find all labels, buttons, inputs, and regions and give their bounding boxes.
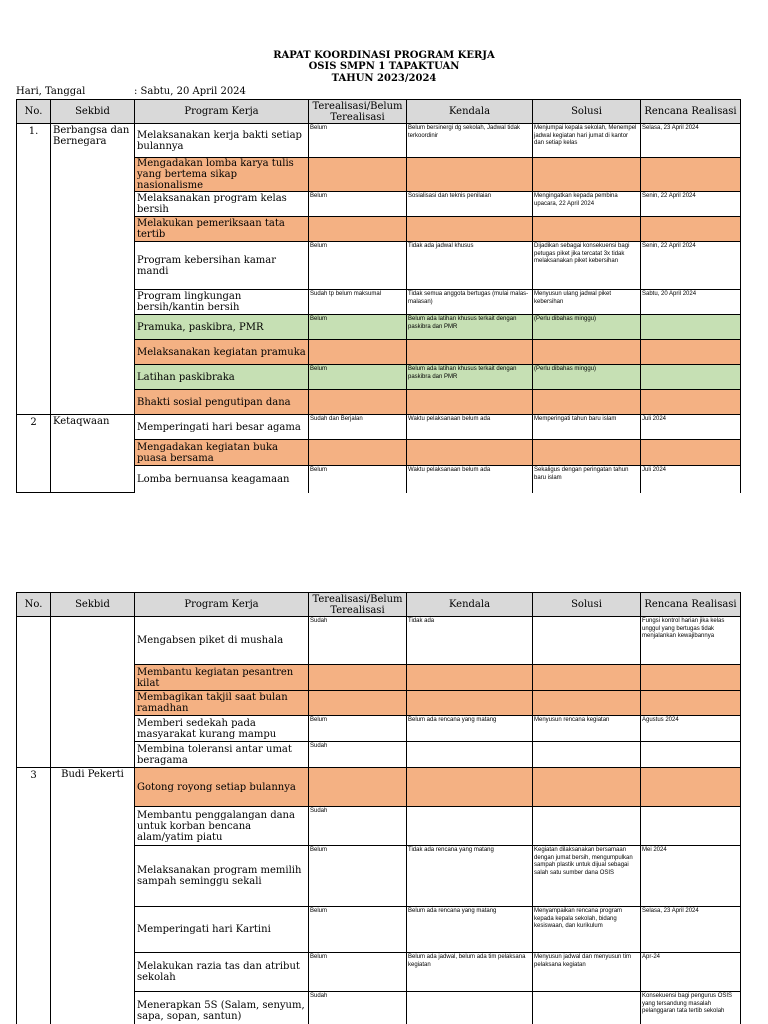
rencana-cell: Selasa, 23 April 2024 bbox=[641, 124, 741, 158]
kendala-cell: Belum bersinergi dg sekolah, Jadwal tidak terkoordinir bbox=[407, 124, 533, 158]
program-cell: Program lingkungan bersih/kantin bersih bbox=[135, 290, 309, 315]
solusi-cell bbox=[533, 807, 641, 846]
solusi-cell bbox=[533, 217, 641, 242]
rencana-cell: Juli 2024 bbox=[641, 466, 741, 493]
col-header-kendala: Kendala bbox=[407, 100, 533, 124]
rencana-cell bbox=[641, 742, 741, 768]
status-cell: Sudah bbox=[309, 992, 407, 1024]
rencana-cell: Agustus 2024 bbox=[641, 716, 741, 742]
sekbid-name bbox=[51, 617, 135, 768]
table-row bbox=[17, 124, 741, 158]
program-cell: Menerapkan 5S (Salam, senyum, sapa, sopan, santun) bbox=[135, 992, 309, 1024]
document-subtitle: OSIS SMPN 1 TAPAKTUAN bbox=[308, 61, 460, 72]
rencana-cell bbox=[641, 217, 741, 242]
solusi-cell bbox=[533, 992, 641, 1024]
program-cell: Bhakti sosial pengutipan dana bbox=[135, 390, 309, 415]
col-header-kendala: Kendala bbox=[407, 593, 533, 617]
solusi-cell bbox=[533, 340, 641, 365]
solusi-cell: Sekaligus dengan peringatan tahun baru islam bbox=[533, 466, 641, 493]
rencana-cell: Mei 2024 bbox=[641, 846, 741, 907]
kendala-cell bbox=[407, 992, 533, 1024]
col-header-program: Program Kerja bbox=[135, 593, 309, 617]
program-cell: Memperingati hari Kartini bbox=[135, 907, 309, 953]
status-cell bbox=[309, 691, 407, 716]
status-cell: Belum bbox=[309, 846, 407, 907]
status-cell: Belum bbox=[309, 953, 407, 992]
rencana-cell: Fungsi kontrol harian jika kelas unggul yang bertugas tidak menjalankan kewajibannya bbox=[641, 617, 741, 665]
status-cell bbox=[309, 768, 407, 807]
rencana-cell: Juli 2024 bbox=[641, 415, 741, 440]
status-cell: Sudah bbox=[309, 807, 407, 846]
program-cell: Melaksanakan kegiatan pramuka bbox=[135, 340, 309, 365]
date-value: : Sabtu, 20 April 2024 bbox=[134, 86, 246, 97]
sekbid-name: Berbangsa dan Bernegara bbox=[51, 124, 135, 415]
col-header-program: Program Kerja bbox=[135, 100, 309, 124]
solusi-cell bbox=[533, 691, 641, 716]
solusi-cell bbox=[533, 158, 641, 192]
status-cell: Belum bbox=[309, 365, 407, 390]
program-table-page2 bbox=[16, 592, 741, 1024]
status-cell: Belum bbox=[309, 907, 407, 953]
col-header-no: No. bbox=[17, 100, 51, 124]
program-cell: Memperingati hari besar agama bbox=[135, 415, 309, 440]
status-cell: Belum bbox=[309, 242, 407, 290]
kendala-cell: Belum ada jadwal, belum ada tim pelaksana kegiatan bbox=[407, 953, 533, 992]
status-cell bbox=[309, 440, 407, 466]
program-cell: Melaksanakan kerja bakti setiap bulannya bbox=[135, 124, 309, 158]
status-cell: Sudah dan Berjalan bbox=[309, 415, 407, 440]
program-table-page1 bbox=[16, 99, 741, 493]
kendala-cell bbox=[407, 691, 533, 716]
table-row bbox=[17, 415, 741, 440]
status-cell bbox=[309, 340, 407, 365]
program-cell: Melakukan razia tas dan atribut sekolah bbox=[135, 953, 309, 992]
row-number: 3 bbox=[17, 768, 51, 1024]
kendala-cell bbox=[407, 768, 533, 807]
rencana-cell bbox=[641, 158, 741, 192]
date-label: Hari, Tanggal bbox=[16, 86, 86, 97]
rencana-cell bbox=[641, 691, 741, 716]
solusi-cell: Menyusun jadwal dan menyusun tim pelaksana kegiatan bbox=[533, 953, 641, 992]
program-cell: Membantu kegiatan pesantren kilat bbox=[135, 665, 309, 691]
status-cell: Sudah tp belum maksumal bbox=[309, 290, 407, 315]
rencana-cell bbox=[641, 807, 741, 846]
kendala-cell: Sosialisasi dan teknis penilaian bbox=[407, 192, 533, 217]
kendala-cell bbox=[407, 742, 533, 768]
program-cell: Gotong royong setiap bulannya bbox=[135, 768, 309, 807]
solusi-cell: (Perlu dibahas minggu) bbox=[533, 365, 641, 390]
status-cell bbox=[309, 665, 407, 691]
col-header-rencana: Rencana Realisasi bbox=[641, 593, 741, 617]
rencana-cell: Konsekuensi bagi pengurus OSIS yang tersandung masalah pelanggaran tata tertib sekolah bbox=[641, 992, 741, 1024]
solusi-cell bbox=[533, 440, 641, 466]
table-header-row bbox=[17, 100, 741, 124]
rencana-cell bbox=[641, 390, 741, 415]
solusi-cell bbox=[533, 617, 641, 665]
solusi-cell bbox=[533, 390, 641, 415]
kendala-cell: Waktu pelaksanaan belum ada bbox=[407, 466, 533, 493]
date-line bbox=[16, 86, 246, 97]
program-cell: Melaksanakan program memilih sampah seminggu sekali bbox=[135, 846, 309, 907]
kendala-cell: Belum ada latihan khusus terkait dengan paskibra dan PMR bbox=[407, 315, 533, 340]
program-cell: Membina toleransi antar umat beragama bbox=[135, 742, 309, 768]
program-cell: Melaksanakan program kelas bersih bbox=[135, 192, 309, 217]
document-title: RAPAT KOORDINASI PROGRAM KERJA bbox=[273, 50, 495, 61]
kendala-cell: Belum ada rencana yang matang bbox=[407, 907, 533, 953]
program-cell: Pramuka, paskibra, PMR bbox=[135, 315, 309, 340]
rencana-cell: Senin, 22 April 2024 bbox=[641, 242, 741, 290]
col-header-sekbid: Sekbid bbox=[51, 593, 135, 617]
document-year: TAHUN 2023/2024 bbox=[331, 73, 437, 84]
row-number: 1. bbox=[17, 124, 51, 415]
status-cell: Belum bbox=[309, 315, 407, 340]
solusi-cell: Menjumpai kepala sekolah, Menempel jadwal kegiatan hari jumat di kantor dan setiap kelas bbox=[533, 124, 641, 158]
program-cell: Mengadakan lomba karya tulis yang bertema sikap nasionalisme bbox=[135, 158, 309, 192]
program-cell: Mengadakan kegiatan buka puasa bersama bbox=[135, 440, 309, 466]
solusi-cell: Menyusun ulang jadwal piket kebersihan bbox=[533, 290, 641, 315]
kendala-cell bbox=[407, 340, 533, 365]
program-cell: Latihan paskibraka bbox=[135, 365, 309, 390]
status-cell: Sudah bbox=[309, 742, 407, 768]
kendala-cell bbox=[407, 440, 533, 466]
rencana-cell bbox=[641, 315, 741, 340]
rencana-cell bbox=[641, 340, 741, 365]
kendala-cell bbox=[407, 158, 533, 192]
col-header-no: No. bbox=[17, 593, 51, 617]
program-cell: Memberi sedekah pada masyarakat kurang mampu bbox=[135, 716, 309, 742]
status-cell bbox=[309, 158, 407, 192]
solusi-cell bbox=[533, 742, 641, 768]
col-header-status: Terealisasi/Belum Terealisasi bbox=[309, 593, 407, 617]
col-header-solusi: Solusi bbox=[533, 593, 641, 617]
col-header-solusi: Solusi bbox=[533, 100, 641, 124]
status-cell bbox=[309, 390, 407, 415]
kendala-cell: Belum ada latihan khusus terkait dengan paskibra dan PMR bbox=[407, 365, 533, 390]
program-cell: Program kebersihan kamar mandi bbox=[135, 242, 309, 290]
table-row bbox=[17, 768, 741, 807]
col-header-rencana: Rencana Realisasi bbox=[641, 100, 741, 124]
solusi-cell bbox=[533, 768, 641, 807]
col-header-status: Terealisasi/Belum Terealisasi bbox=[309, 100, 407, 124]
program-cell: Membantu penggalangan dana untuk korban bencana alam/yatim piatu bbox=[135, 807, 309, 846]
kendala-cell bbox=[407, 665, 533, 691]
kendala-cell: Tidak ada rencana yang matang bbox=[407, 846, 533, 907]
solusi-cell: Menyampaikan rencana program kepada kepala sekolah, bidang kesiswaan, dan kurikulum bbox=[533, 907, 641, 953]
status-cell bbox=[309, 217, 407, 242]
status-cell: Sudah bbox=[309, 617, 407, 665]
sekbid-name: Budi Pekerti bbox=[51, 768, 135, 1024]
program-cell: Membagikan takjil saat bulan ramadhan bbox=[135, 691, 309, 716]
solusi-cell: Memperingati tahun baru islam bbox=[533, 415, 641, 440]
status-cell: Belum bbox=[309, 192, 407, 217]
rencana-cell: Senin, 22 April 2024 bbox=[641, 192, 741, 217]
status-cell: Belum bbox=[309, 716, 407, 742]
table-header-row bbox=[17, 593, 741, 617]
kendala-cell bbox=[407, 217, 533, 242]
status-cell: Belum bbox=[309, 466, 407, 493]
rencana-cell: Selasa, 23 April 2024 bbox=[641, 907, 741, 953]
row-number bbox=[17, 617, 51, 768]
rencana-cell: Apr-24 bbox=[641, 953, 741, 992]
kendala-cell: Waktu pelaksanaan belum ada bbox=[407, 415, 533, 440]
kendala-cell bbox=[407, 390, 533, 415]
row-number: 2 bbox=[17, 415, 51, 493]
program-cell: Lomba bernuansa keagamaan bbox=[135, 466, 309, 493]
kendala-cell: Tidak ada jadwal khusus bbox=[407, 242, 533, 290]
col-header-sekbid: Sekbid bbox=[51, 100, 135, 124]
rencana-cell bbox=[641, 365, 741, 390]
kendala-cell bbox=[407, 807, 533, 846]
solusi-cell: Mengingatkan kepada pembina upacara, 22 April 2024 bbox=[533, 192, 641, 217]
rencana-cell bbox=[641, 768, 741, 807]
solusi-cell: Kegiatan dilaksanakan bersamaan dengan jumat bersih, mengumpulkan sampah plastik untuk dijual sebagai salah satu sumber dana OSIS bbox=[533, 846, 641, 907]
solusi-cell: (Perlu dibahas minggu) bbox=[533, 315, 641, 340]
kendala-cell: Belum ada rencana yang matang bbox=[407, 716, 533, 742]
solusi-cell: Menyusun rencana kegiatan bbox=[533, 716, 641, 742]
kendala-cell: Tidak semua anggota bertugas (mulai malas-malasan) bbox=[407, 290, 533, 315]
program-cell: Melakukan pemeriksaan tata tertib bbox=[135, 217, 309, 242]
status-cell: Belum bbox=[309, 124, 407, 158]
rencana-cell bbox=[641, 665, 741, 691]
sekbid-name: Ketaqwaan bbox=[51, 415, 135, 493]
rencana-cell: Sabtu, 20 April 2024 bbox=[641, 290, 741, 315]
program-cell: Mengabsen piket di mushala bbox=[135, 617, 309, 665]
solusi-cell: Dijadikan sebagai konsekuensi bagi petugas piket jika tercatat 3x tidak melaksanakan piket kebersihan bbox=[533, 242, 641, 290]
solusi-cell bbox=[533, 665, 641, 691]
kendala-cell: Tidak ada bbox=[407, 617, 533, 665]
table-row bbox=[17, 617, 741, 665]
rencana-cell bbox=[641, 440, 741, 466]
